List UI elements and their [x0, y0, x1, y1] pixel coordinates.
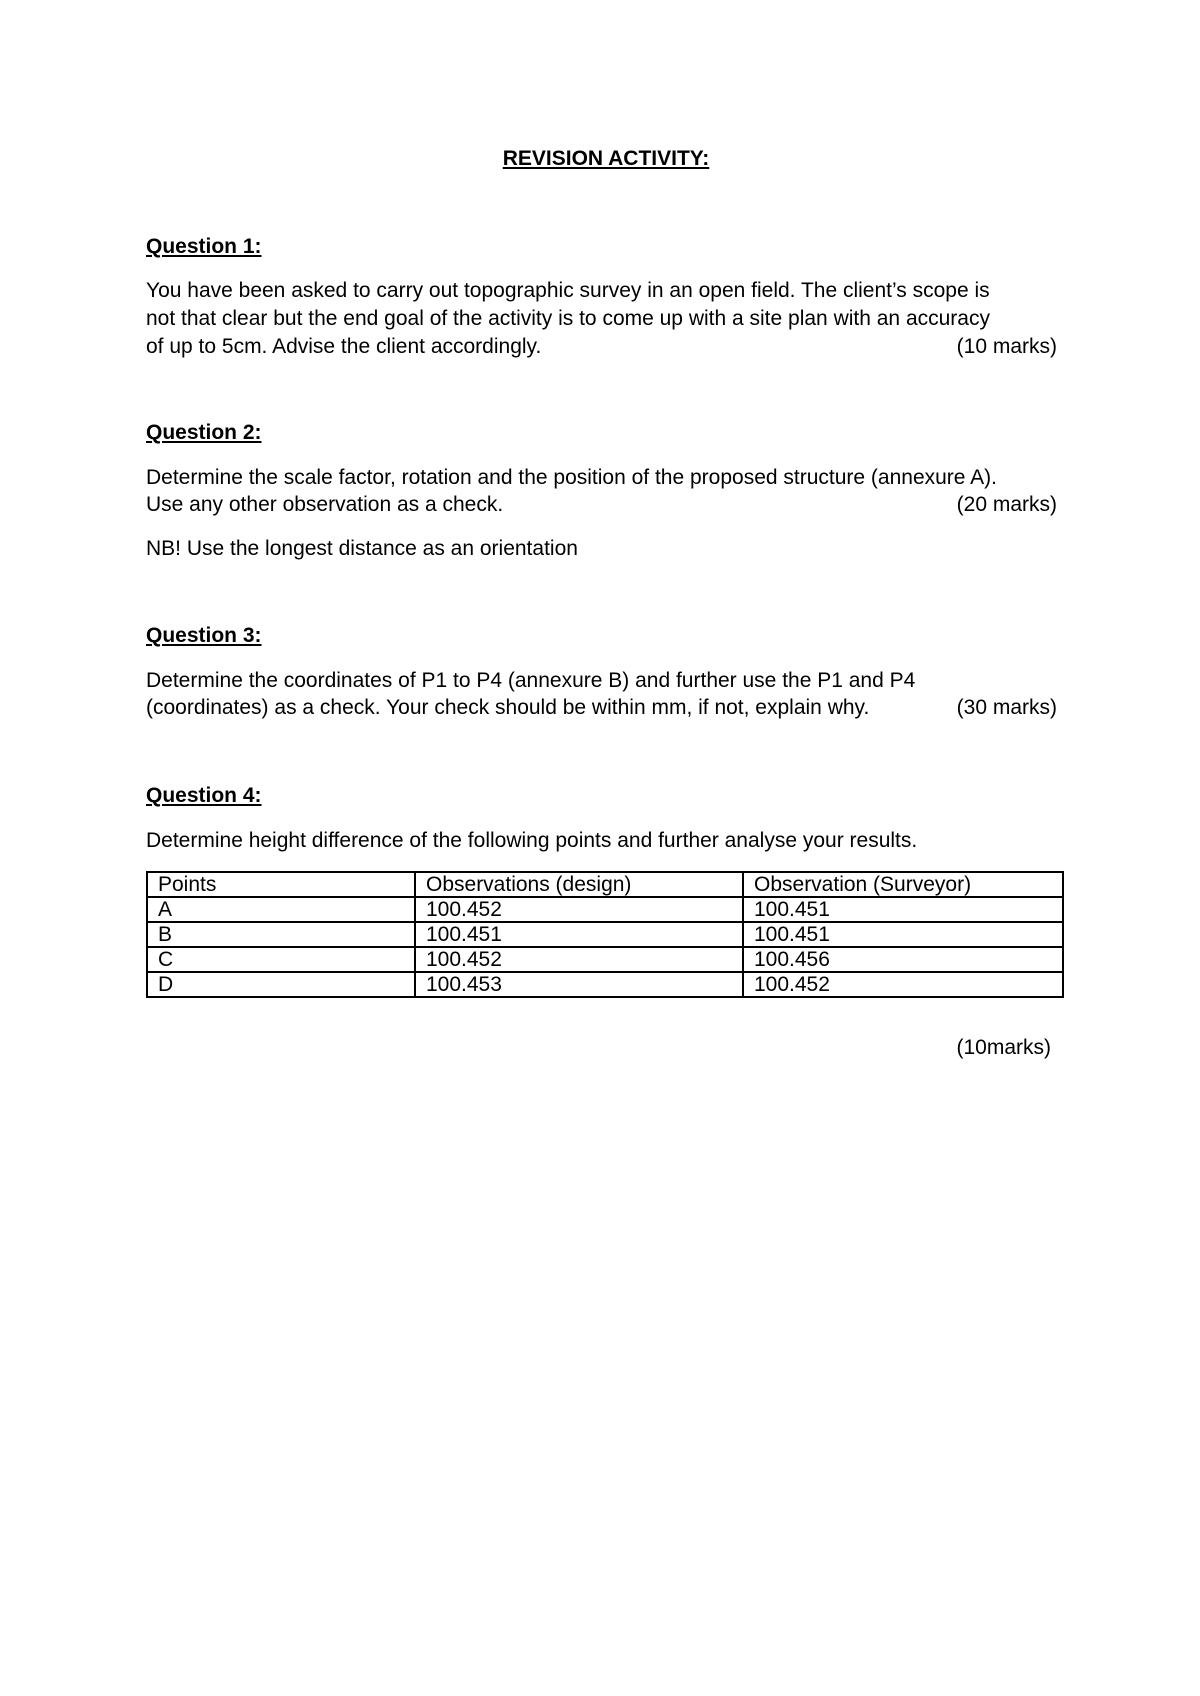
question-3-marks: (30 marks)	[956, 696, 1057, 719]
table-row	[147, 972, 1063, 997]
question-1-heading: Question 1:	[146, 235, 262, 258]
table-cell-surveyor: 100.451	[743, 922, 1063, 947]
observations-table	[146, 871, 1064, 998]
table-cell-design: 100.453	[415, 972, 743, 997]
table-cell-point: D	[147, 972, 415, 997]
table-cell-surveyor: 100.456	[743, 947, 1063, 972]
table-header-cell: Points	[147, 872, 415, 897]
table-cell-surveyor: 100.451	[743, 897, 1063, 922]
question-3-line-1: Determine the coordinates of P1 to P4 (annexure B) and further use the P1 and P4	[146, 669, 916, 692]
table-cell-point: C	[147, 947, 415, 972]
table-row	[147, 897, 1063, 922]
question-2-line-2: Use any other observation as a check.	[146, 493, 504, 516]
page-title: REVISION ACTIVITY:	[502, 147, 710, 170]
table-header-cell: Observation (Surveyor)	[743, 872, 1063, 897]
question-2-note: NB! Use the longest distance as an orientation	[146, 537, 578, 560]
table-header-row	[147, 872, 1063, 897]
question-3-heading: Question 3:	[146, 624, 262, 647]
question-2-heading: Question 2:	[146, 421, 262, 444]
question-2-marks: (20 marks)	[956, 493, 1057, 516]
question-2-line-1: Determine the scale factor, rotation and the position of the proposed structure (annexure A).	[146, 466, 997, 489]
table-cell-point: B	[147, 922, 415, 947]
question-1-line-3: of up to 5cm. Advise the client accordingly.	[146, 335, 542, 358]
table-row	[147, 947, 1063, 972]
question-4-heading: Question 4:	[146, 784, 262, 807]
table-cell-point: A	[147, 897, 415, 922]
question-1-line-2: not that clear but the end goal of the activity is to come up with a site plan with an accuracy	[146, 307, 990, 330]
table-cell-design: 100.452	[415, 897, 743, 922]
question-1-line-1: You have been asked to carry out topographic survey in an open field. The client’s scope is	[146, 279, 990, 302]
table-cell-design: 100.452	[415, 947, 743, 972]
table-header-cell: Observations (design)	[415, 872, 743, 897]
question-1-marks: (10 marks)	[956, 335, 1057, 358]
question-3-line-2: (coordinates) as a check. Your check should be within mm, if not, explain why.	[146, 696, 870, 719]
table-cell-design: 100.451	[415, 922, 743, 947]
table-row	[147, 922, 1063, 947]
question-4-line-1: Determine height difference of the following points and further analyse your results.	[146, 829, 918, 852]
table-cell-surveyor: 100.452	[743, 972, 1063, 997]
question-4-marks: (10marks)	[956, 1036, 1051, 1059]
